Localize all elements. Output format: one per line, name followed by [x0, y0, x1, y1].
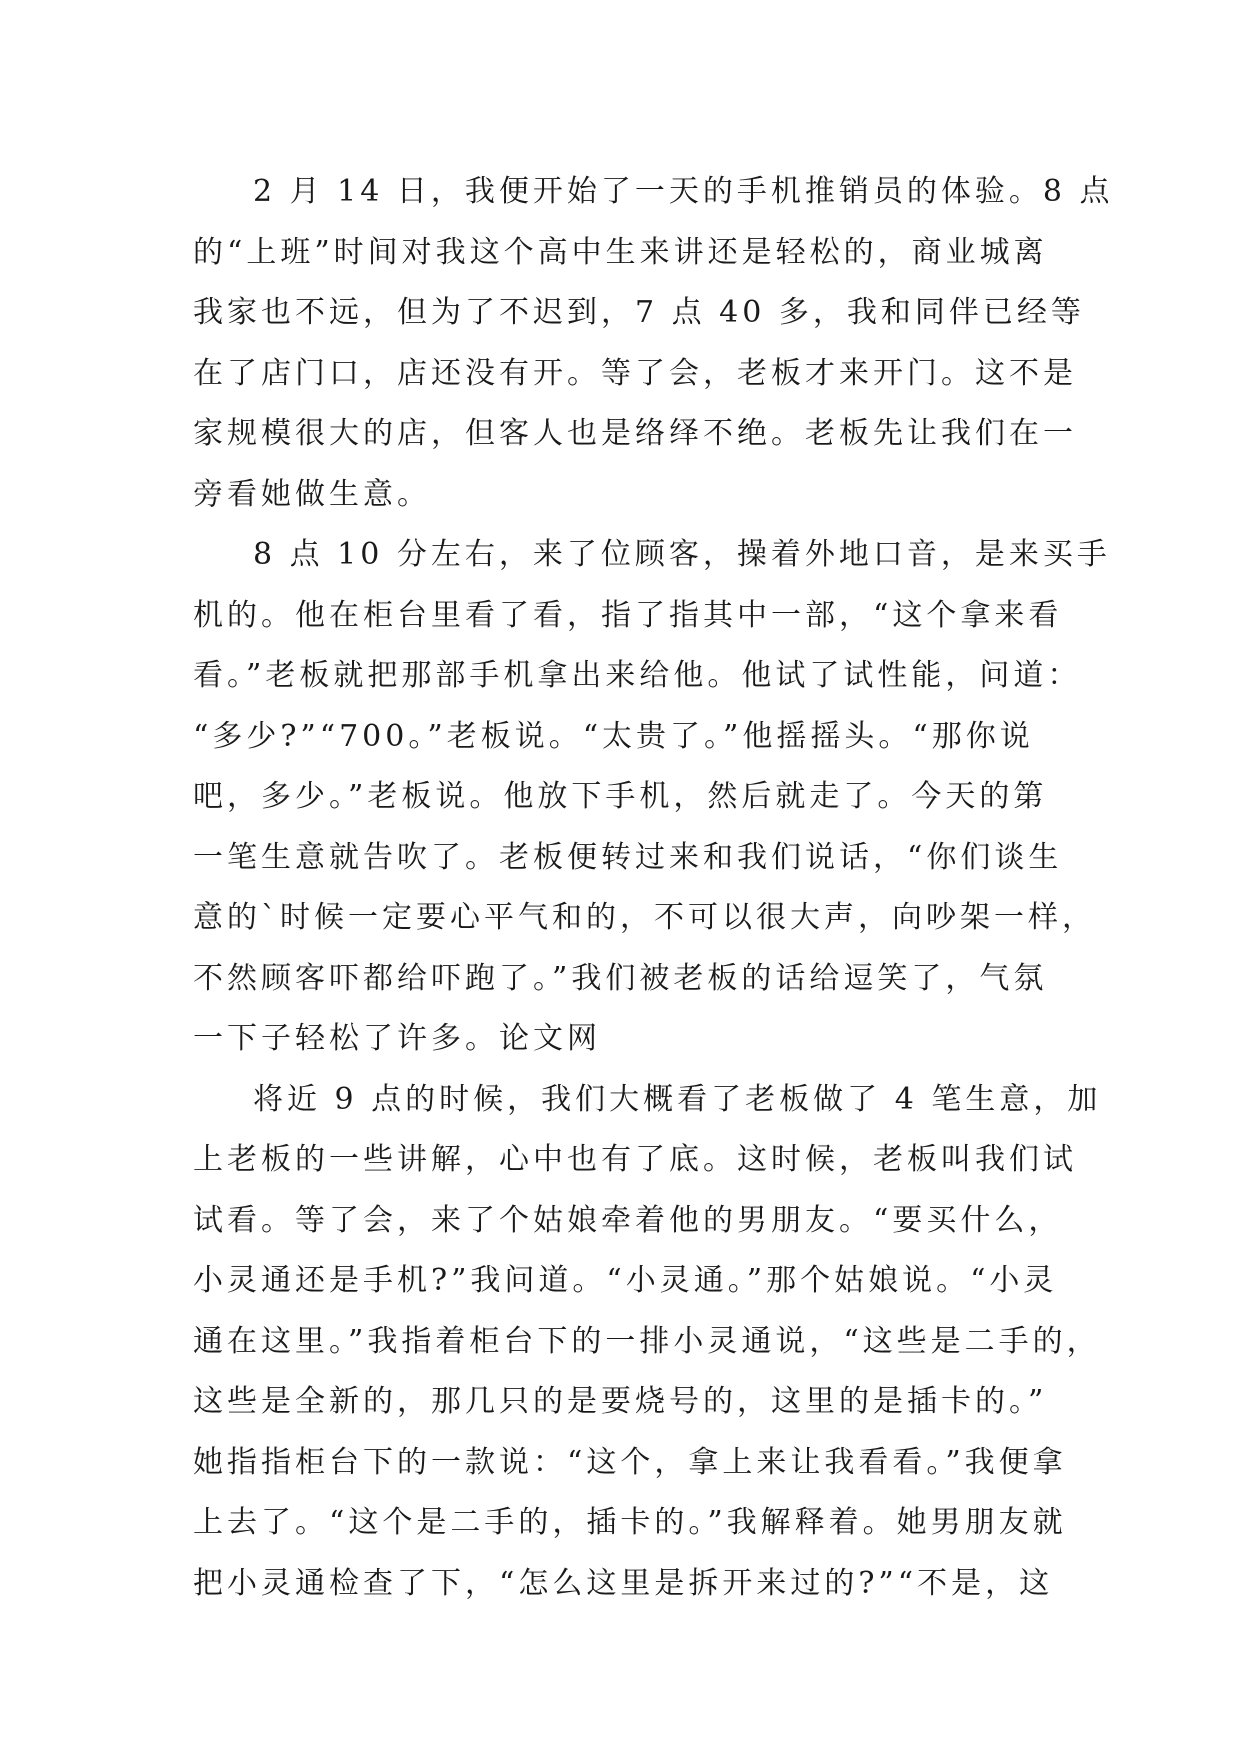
text-line: 一笔生意就告吹了。老板便转过来和我们说话，“你们谈生: [193, 839, 1063, 875]
text-line: 把小灵通检查了下，“怎么这里是拆开来过的?”“不是，这: [193, 1565, 1054, 1601]
text-line: 上去了。“这个是二手的，插卡的。”我解释着。她男朋友就: [193, 1505, 1067, 1540]
text-line: 8 点 10 分左右，来了位顾客，操着外地口音，是来买手: [253, 537, 1111, 572]
text-line: 机的。他在柜台里看了看，指了指其中一部，“这个拿来看: [193, 597, 1063, 633]
paragraph-3: [193, 1070, 1102, 1615]
text-line: 意的`时候一定要心平气和的，不可以很大声，向吵架一样，: [193, 900, 1096, 935]
text-line: 不然顾客吓都给吓跑了。”我们被老板的话给逗笑了，气氛: [193, 960, 1048, 996]
text-line: 吧，多少。”老板说。他放下手机，然后就走了。今天的第: [193, 779, 1048, 814]
text-line: 我家也不远，但为了不迟到，7 点 40 多，我和同伴已经等: [193, 295, 1085, 330]
text-line: 小灵通还是手机?”我问道。“小灵通。”那个姑娘说。“小灵: [193, 1263, 1058, 1298]
text-line: 她指指柜台下的一款说：“这个，拿上来让我看看。”我便拿: [193, 1444, 1067, 1480]
text-line: “多少?”“700。”老板说。“太贵了。”他摇摇头。“那你说: [193, 718, 1034, 754]
text-line: 通在这里。”我指着柜台下的一排小灵通说，“这些是二手的，: [193, 1323, 1101, 1359]
text-line: 在了店门口，店还没有开。等了会，老板才来开门。这不是: [193, 355, 1077, 391]
text-line: 的“上班”时间对我这个高中生来讲还是轻松的，商业城离: [193, 234, 1048, 270]
paragraph-2: [193, 525, 1111, 1070]
text-line: 这些是全新的，那几只的是要烧号的，这里的是插卡的。”: [193, 1384, 1048, 1419]
body-text: [193, 162, 1114, 1614]
text-line: 2 月 14 日，我便开始了一天的手机推销员的体验。8 点: [253, 174, 1114, 209]
text-line: 家规模很大的店，但客人也是络绎不绝。老板先让我们在一: [193, 416, 1077, 451]
text-line: 试看。等了会，来了个姑娘牵着他的男朋友。“要买什么，: [193, 1202, 1063, 1238]
text-line: 上老板的一些讲解，心中也有了底。这时候，老板叫我们试: [193, 1142, 1077, 1177]
text-line: 将近 9 点的时候，我们大概看了老板做了 4 笔生意，加: [253, 1081, 1102, 1117]
text-line: 一下子轻松了许多。论文网: [193, 1021, 601, 1056]
text-line: 旁看她做生意。: [193, 476, 431, 512]
text-line: 看。”老板就把那部手机拿出来给他。他试了试性能，问道：: [193, 658, 1082, 693]
paragraph-1: [193, 162, 1114, 525]
